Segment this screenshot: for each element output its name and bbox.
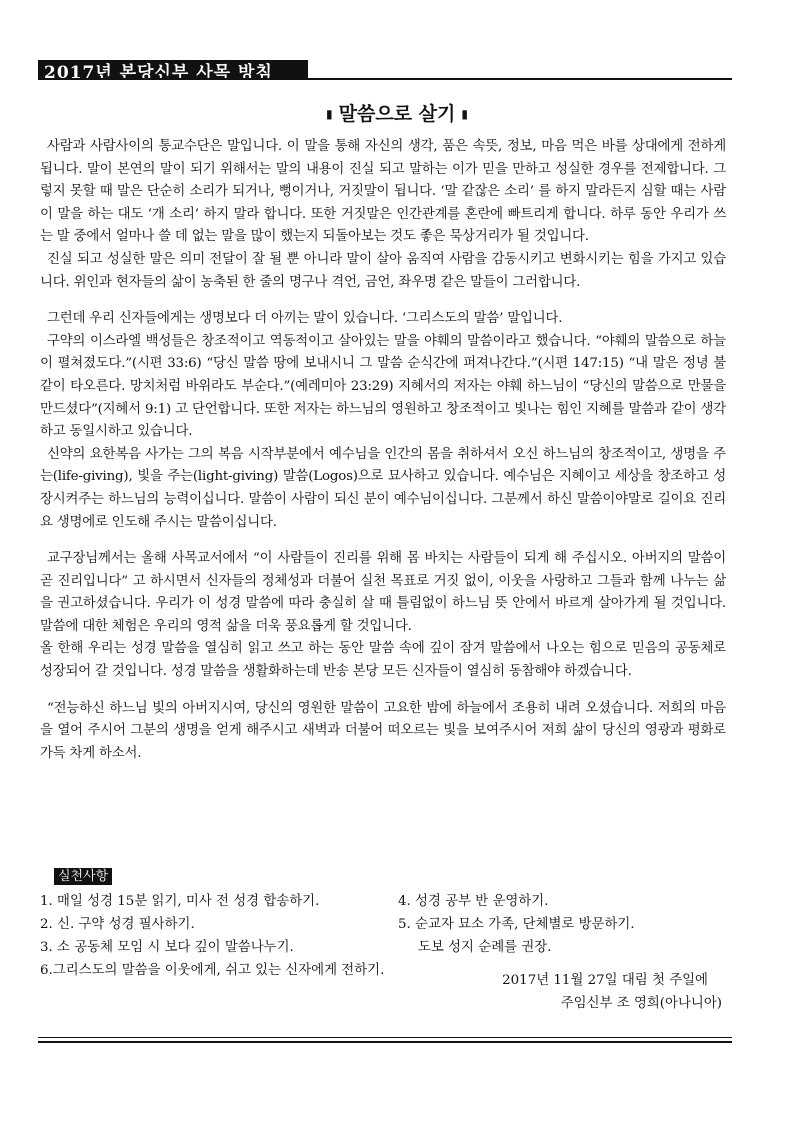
title-text: 말씀으로 살기: [338, 103, 456, 125]
paragraph: 올 한해 우리는 성경 말씀을 열심히 읽고 쓰고 하는 동안 말씀 속에 깊이 잠겨 말씀에서 나오는 힘으로 믿음의 공동체로 성장되어 갈 것입니다. 성경 말씀을 생활화하는데 반송 본당 모든 신자들이 열심히 동참해야 하겠습니다.: [40, 641, 726, 680]
practice-title: 실천사항: [54, 868, 112, 885]
header-rule: [38, 78, 732, 80]
paragraph: 구약의 이스라엘 백성들은 창조적이고 역동적이고 살아있는 말을 야훼의 말씀이라고 했습니다. “야훼의 말씀으로 하늘이 펼쳐졌도다.”(시편 33:6) “당신 말씀 땅에 보내시니 그 말씀 순식간에 퍼져나간다.”(시편 147:15) “내 말은 정녕 불같이 타오른다. 망치처럼 바위라도 부순다.”(예레미아 23:29) 지혜서의 저자는 야훼 하느님이 “당신의 말씀으로 만물을 만드셨다”(지혜서 9:1) 고 단언합니다. 또한 저자는 하느님의 영원하고 창조적이고 빛나는 힘인 지혜를 말씀과 같이 생각하고 동일시하고 있습니다.: [40, 333, 726, 440]
signature-author: 주임신부 조 영희(아나니아): [560, 996, 722, 1011]
header-title: 2017년 본당신부 사목 방침: [44, 63, 273, 83]
practice-item: 3. 소 공동체 모임 시 보다 깊이 말씀나누기.: [40, 939, 294, 955]
practice-item: 1. 매일 성경 15분 읽기, 미사 전 성경 합송하기.: [40, 893, 320, 909]
title-right-mark: ▮: [461, 107, 468, 121]
practice-item: 4. 성경 공부 반 운영하기.: [398, 893, 549, 909]
paragraph: 진실 되고 성실한 말은 의미 전달이 잘 될 뿐 아니라 말이 살아 움직여 사람을 감동시키고 변화시키는 힘을 가지고 있습니다. 위인과 현자들의 삶이 농축된 한 줄의 명구나 격언, 금언, 좌우명 같은 말들이 그러합니다.: [40, 251, 726, 290]
footer-rule-bottom: [38, 1041, 732, 1043]
document-title: [0, 99, 794, 126]
practice-item: 5. 순교자 묘소 가족, 단체별로 방문하기.: [398, 916, 635, 932]
practice-section: [40, 866, 730, 983]
paragraph: 신약의 요한복음 사가는 그의 복음 시작부분에서 예수님을 인간의 몸을 취하셔서 오신 하느님의 창조적이고, 생명을 주는(life-giving), 빛을 주는(light-giving) 말씀(Logos)으로 묘사하고 있습니다. 예수님은 지혜이고 세상을 창조하고 성장시켜주는 하느님의 능력이십니다. 말씀이 사람이 되신 분이 예수님이십니다. 그분께서 하신 말씀이야말로 길이요 진리요 생명에로 인도해 주시는 말씀이십니다.: [40, 446, 726, 530]
practice-item: 6.그리스도의 말씀을 이웃에게, 쉬고 있는 신자에게 전하기.: [40, 962, 385, 978]
signature-date: 2017년 11월 27일 대림 첫 주일에: [502, 973, 708, 988]
title-left-mark: ▮: [326, 107, 333, 121]
prayer-paragraph: “전능하신 하느님 빛의 아버지시여, 당신의 영원한 말씀이 고요한 밤에 하늘에서 조용히 내려 오셨습니다. 저희의 마음을 열어 주시어 그분의 생명을 얻게 해주시고 새벽과 더불어 떠오르는 빛을 보여주시어 저희 삶이 당신의 영광과 평화로 가득 차게 하소서.: [40, 700, 726, 761]
practice-item: 도보 성지 순례를 권장.: [418, 939, 552, 955]
practice-item: 2. 신. 구약 성경 필사하기.: [40, 916, 195, 932]
paragraph: 교구장님께서는 올해 사목교서에서 “이 사람들이 진리를 위해 몸 바치는 사람들이 되게 해 주십시오. 아버지의 말씀이 곧 진리입니다” 고 하시면서 신자들의 정체성과 더불어 실천 목표로 거짓 없이, 이웃을 사랑하고 그들과 함께 나누는 삶을 권고하셨습니다. 우리가 이 성경 말씀에 따라 충실히 살 때 틀림없이 하느님 뜻 안에서 바르게 살아가게 될 것입니다. 말씀에 대한 체험은 우리의 영적 삶을 더욱 풍요롭게 할 것입니다.: [40, 551, 726, 634]
paragraph: 그런데 우리 신자들에게는 생명보다 더 아끼는 말이 있습니다. ‘그리스도의 말씀’ 말입니다.: [47, 311, 563, 327]
paragraph: 사람과 사람사이의 통교수단은 말입니다. 이 말을 통해 자신의 생각, 품은 속뜻, 정보, 마음 먹은 바를 상대에게 전하게 됩니다. 말이 본연의 말이 되기 위해서는 말의 내용이 진실 되고 말하는 이가 믿을 만하고 성실한 경우를 전제합니다. 그렇지 못할 때 말은 단순히 소리가 되거나, 뻥이거나, 거짓말이 됩니다. ‘말 같잖은 소리’ 를 하지 말라든지 심할 때는 사람이 말을 하는 대도 ‘개 소리’ 하지 말라 합니다. 또한 거짓말은 인간관계를 혼란에 빠트리게 합니다. 하루 동안 우리가 쓰는 말 중에서 얼마나 쓸 데 없는 말을 많이 했는지 되돌아보는 것도 좋은 묵상거리가 될 것입니다.: [40, 139, 726, 245]
footer-rule-top: [38, 1037, 732, 1038]
body-text: [40, 136, 726, 765]
